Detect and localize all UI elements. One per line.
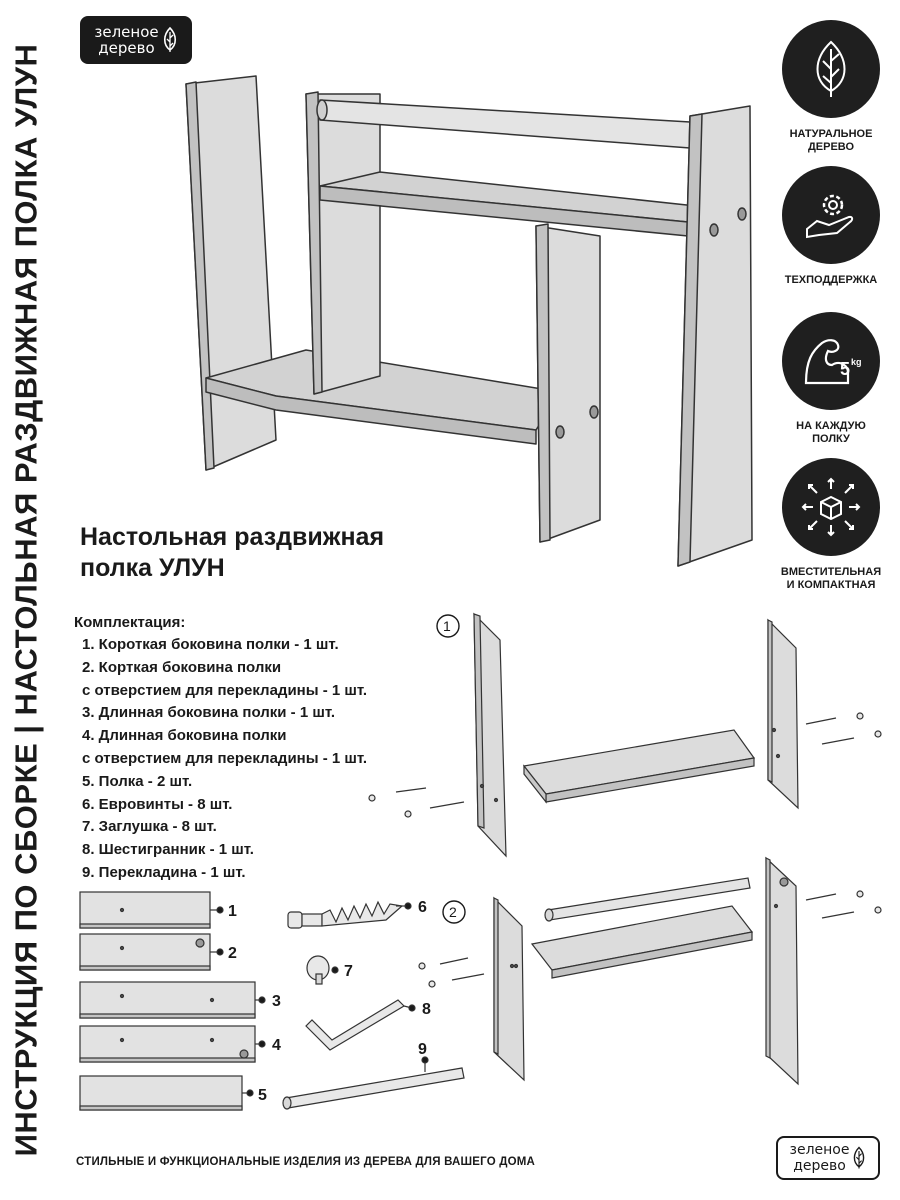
step-1-screws-left [369, 788, 464, 817]
brand-logo-footer [776, 1136, 880, 1180]
kit-item: с отверстием для перекладины - 1 шт. [82, 749, 368, 767]
leaf-icon [852, 1146, 866, 1170]
step-1-screws-right [806, 713, 881, 744]
kit-heading: Комплектация: [74, 614, 186, 631]
callout-6: 6 [418, 899, 427, 916]
kit-item: 1. Короткая боковина полки - 1 шт. [82, 636, 339, 653]
callout-9: 9 [418, 1041, 427, 1058]
footer-tagline: СТИЛЬНЫЕ И ФУНКЦИОНАЛЬНЫЕ ИЗДЕЛИЯ ИЗ ДЕРЕВА ДЛЯ ВАШЕГО ДОМА [76, 1156, 536, 1168]
product-title-line-1: Настольная раздвижная [80, 523, 385, 551]
callout-3: 3 [272, 993, 281, 1010]
badge-capacity-line-1: НА КАЖДУЮ [796, 420, 866, 432]
badge-compact-line-2: И КОМПАКТНАЯ [786, 579, 876, 591]
step-1-right-panel [768, 620, 798, 808]
badge-natural-line-2: ДЕРЕВО [807, 141, 855, 153]
brand-footer-line-2: дерево [793, 1158, 846, 1174]
badge-compact-line-1: ВМЕСТИТЕЛЬНАЯ [780, 566, 882, 578]
brand-line-1: зеленое [94, 23, 159, 41]
step-1-left-panel [474, 614, 506, 856]
kit-item: с отверстием для перекладины - 1 шт. [82, 681, 368, 699]
step-2-right-panel [766, 858, 798, 1084]
kit-item: 9. Перекладина - 1 шт. [82, 863, 246, 881]
step-2-left-panel [494, 898, 524, 1080]
callout-8: 8 [422, 1001, 431, 1018]
callout-4: 4 [272, 1037, 281, 1054]
step-1-shelf-board [524, 730, 754, 802]
kit-item: 6. Евровинты - 8 шт. [82, 795, 233, 813]
callout-2: 2 [228, 945, 237, 962]
kit-item: 4. Длинная боковина полки [82, 727, 287, 745]
badge-natural-line-1: НАТУРАЛЬНОЕ [789, 128, 873, 140]
brand-line-2: дерево [98, 39, 155, 57]
kit-item: 8. Шестигранник - 1 шт. [82, 841, 254, 859]
badge-capacity-line-2: ПОЛКУ [812, 433, 850, 445]
brand-footer-line-1: зеленое [789, 1142, 850, 1158]
step-2-screws-right [806, 891, 881, 918]
weight-value: 5 [840, 359, 851, 379]
badge-support-line-1: ТЕХПОДДЕРЖКА [784, 274, 878, 286]
kit-item: 7. Заглушка - 8 шт. [82, 818, 217, 836]
kit-item: 5. Полка - 2 шт. [82, 772, 193, 790]
step-2-screws-left [419, 958, 484, 987]
kit-item: 3. Длинная боковина полки - 1 шт. [82, 704, 336, 722]
weight-unit: kg [851, 357, 862, 367]
vertical-title-text: ИНСТРУКЦИЯ ПО СБОРКЕ | НАСТОЛЬНАЯ РАЗДВИЖНАЯ ПОЛКА УЛУН [8, 43, 44, 1157]
product-title-line-2: полка УЛУН [80, 554, 225, 582]
kit-item: 2. Корткая боковина полки [82, 658, 282, 676]
callout-1: 1 [228, 903, 237, 920]
callout-7: 7 [344, 963, 353, 980]
callout-5: 5 [258, 1087, 267, 1104]
step-1-number: 1 [443, 618, 451, 634]
step-2-number: 2 [449, 904, 457, 920]
